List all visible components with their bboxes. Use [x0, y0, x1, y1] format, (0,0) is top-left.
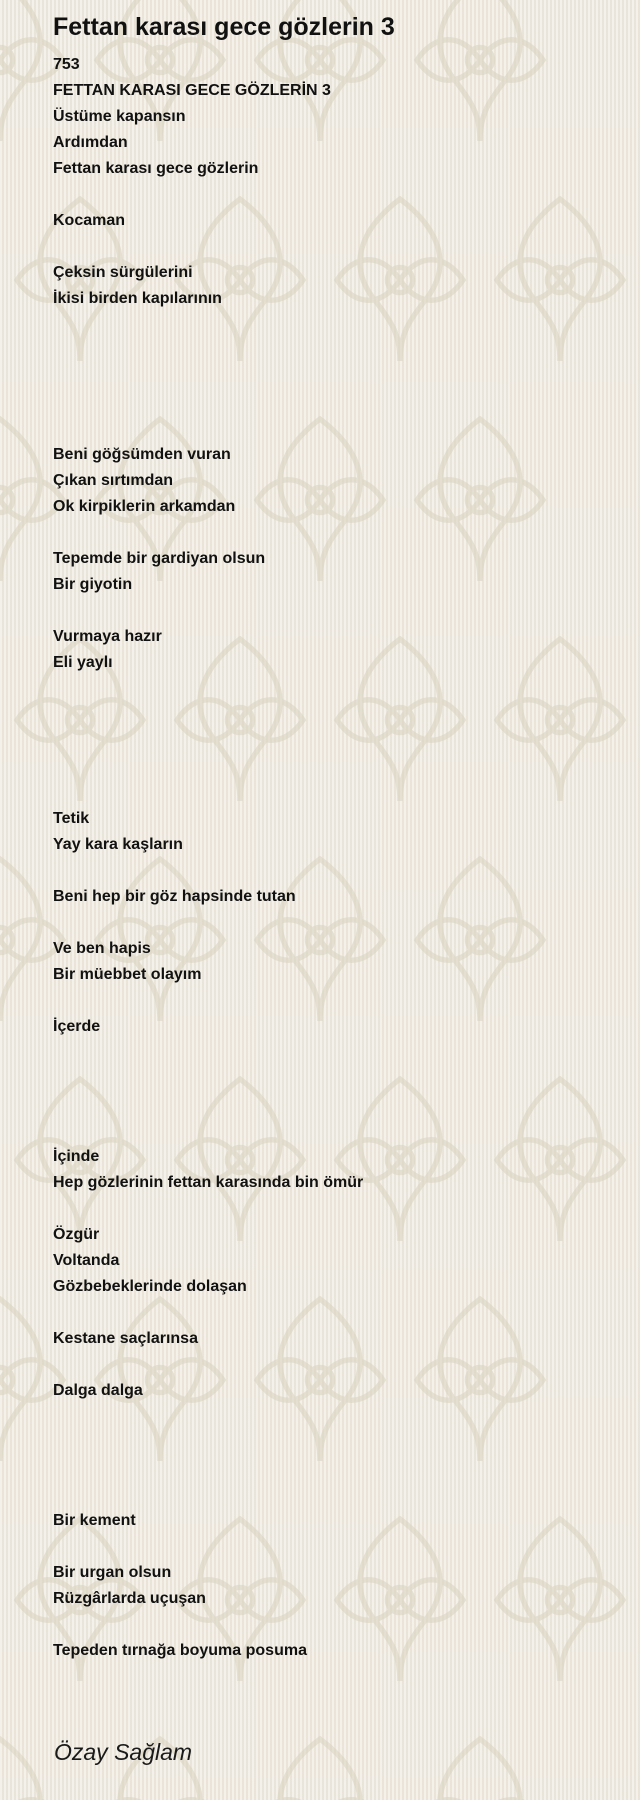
stanza-break — [53, 598, 363, 624]
stanza-break — [53, 780, 363, 806]
stanza-break — [53, 390, 363, 416]
poem-line: Kestane saçlarınsa — [53, 1330, 198, 1347]
poem-line: Özgür — [53, 1226, 100, 1243]
stanza-break — [53, 1482, 363, 1508]
stanza-break — [53, 312, 363, 338]
stanza-break — [53, 1456, 363, 1482]
poem-line: Yay kara kaşların — [53, 836, 183, 853]
stanza-break — [53, 364, 363, 390]
poem-line: Beni göğsümden vuran — [53, 446, 231, 463]
poem-line: Tetik — [53, 810, 90, 827]
poem-line: Çeksin sürgülerini — [53, 264, 193, 281]
poem-line: FETTAN KARASI GECE GÖZLERİN 3 — [53, 82, 331, 99]
poem-line: Dalga dalga — [53, 1382, 143, 1399]
stanza-break — [53, 910, 363, 936]
poem-line: Bir müebbet olayım — [53, 966, 202, 983]
poem-line: Hep gözlerinin fettan karasında bin ömür — [53, 1174, 364, 1191]
stanza-break — [53, 1430, 363, 1456]
stanza-break — [53, 1066, 363, 1092]
stanza-break — [53, 1352, 363, 1378]
poem-line: İkisi birden kapılarının — [53, 290, 222, 307]
stanza-break — [53, 1534, 363, 1560]
stanza-break — [53, 182, 363, 208]
poem-line: Bir kement — [53, 1512, 136, 1529]
poem-line: Fettan karası gece gözlerin — [53, 160, 259, 177]
stanza-break — [53, 520, 363, 546]
stanza-break — [53, 1196, 363, 1222]
stanza-break — [53, 1092, 363, 1118]
poem-body — [53, 52, 363, 1664]
stanza-break — [53, 676, 363, 702]
poem-line: İçerde — [53, 1018, 101, 1035]
stanza-break — [53, 728, 363, 754]
poem-line: Kocaman — [53, 212, 126, 229]
stanza-break — [53, 1118, 363, 1144]
poem-title: Fettan karası gece gözlerin 3 — [53, 13, 395, 41]
poem-line: Üstüme kapansın — [53, 108, 186, 125]
poem-line: Rüzgârlarda uçuşan — [53, 1590, 206, 1607]
poem-line: İçinde — [53, 1148, 100, 1165]
stanza-break — [53, 754, 363, 780]
poem-line: 753 — [53, 56, 80, 73]
poem-line: Ok kirpiklerin arkamdan — [53, 498, 236, 515]
stanza-break — [53, 1404, 363, 1430]
poem-line: Voltanda — [53, 1252, 120, 1269]
stanza-break — [53, 416, 363, 442]
poem-author: Özay Sağlam — [54, 1739, 193, 1765]
poem-line: Tepemde bir gardiyan olsun — [53, 550, 266, 567]
stanza-break — [53, 1612, 363, 1638]
stanza-break — [53, 1040, 363, 1066]
poem-line: Beni hep bir göz hapsinde tutan — [53, 888, 296, 905]
stanza-break — [53, 1300, 363, 1326]
stanza-break — [53, 234, 363, 260]
poem-line: Bir urgan olsun — [53, 1564, 172, 1581]
poem-line: Eli yaylı — [53, 654, 113, 671]
poem-line: Tepeden tırnağa boyuma posuma — [53, 1642, 307, 1659]
stanza-break — [53, 858, 363, 884]
poem-line: Ve ben hapis — [53, 940, 151, 957]
poem-line: Vurmaya hazır — [53, 628, 162, 645]
stanza-break — [53, 338, 363, 364]
poem-line: Gözbebeklerinde dolaşan — [53, 1278, 247, 1295]
stanza-break — [53, 702, 363, 728]
poem-line: Bir giyotin — [53, 576, 133, 593]
stanza-break — [53, 988, 363, 1014]
poem-line: Çıkan sırtımdan — [53, 472, 174, 489]
poem-line: Ardımdan — [53, 134, 128, 151]
